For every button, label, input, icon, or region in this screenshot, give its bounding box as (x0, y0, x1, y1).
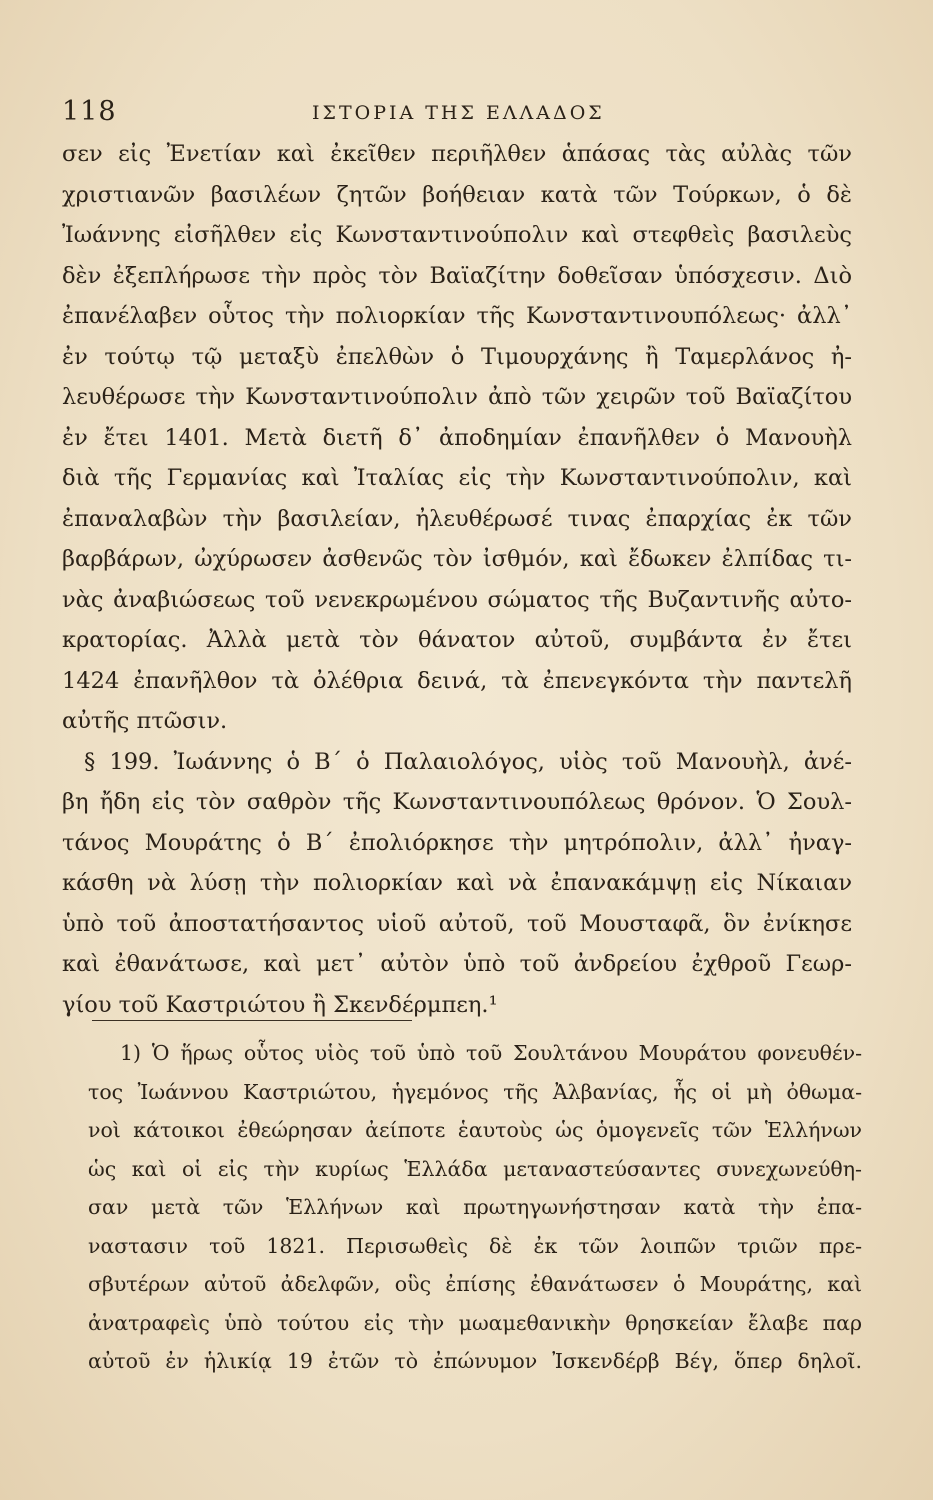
text-line: λευθέρωσε τὴν Κωνσταντινούπολιν ἀπὸ τῶν χειρῶν τοῦ Βαϊαζίτου (62, 384, 852, 410)
footnote-line: ἀνατραφεὶς ὑπὸ τούτου εἰς τὴν μωαμεθανικὴν θρησκείαν ἔλαβε παρ (88, 1310, 862, 1335)
text-line: βη ἤδη εἰς τὸν σαθρὸν τῆς Κωνσταντινουπόλεως θρόνον. Ὁ Σουλ- (62, 789, 852, 815)
text-line: ἐπανέλαβεν οὗτος τὴν πολιορκίαν τῆς Κωνσταντινουπόλεως· ἀλλ᾽ (62, 303, 852, 329)
text-line: βαρβάρων, ὠχύρωσεν ἀσθενῶς τὸν ἰσθμόν, καὶ ἔδωκεν ἐλπίδας τι- (62, 546, 852, 572)
page-header (62, 96, 852, 130)
main-text (62, 134, 852, 1025)
text-line: ἐν ἔτει 1401. Μετὰ διετῆ δ᾽ ἀποδημίαν ἐπανῆλθεν ὁ Μανουὴλ (62, 424, 852, 451)
text-line: ἐν τούτῳ τῷ μεταξὺ ἐπελθὼν ὁ Τιμουρχάνης ἢ Ταμερλάνος ἠ- (62, 343, 852, 370)
text-line: διὰ τῆς Γερμανίας καὶ Ἰταλίας εἰς τὴν Κωνσταντινούπολιν, καὶ (62, 465, 852, 491)
text-line: χριστιανῶν βασιλέων ζητῶν βοήθειαν κατὰ τῶν Τούρκων, ὁ δὲ (62, 181, 852, 208)
section-199-line: § 199. Ἰωάννης ὁ Β΄ ὁ Παλαιολόγος, υἱὸς τοῦ Μανουὴλ, ἀνέ- (84, 748, 852, 775)
text-line: τάνος Μουράτης ὁ Β΄ ἐπολιόρκησε τὴν μητρόπολιν, ἀλλ᾽ ἠναγ- (62, 829, 852, 856)
text-line: ἐπαναλαβὼν τὴν βασιλείαν, ἠλευθέρωσέ τινας ἐπαρχίας ἐκ τῶν (62, 505, 852, 532)
text-line: κρατορίας. Ἀλλὰ μετὰ τὸν θάνατον αὐτοῦ, συμβάντα ἐν ἔτει (62, 627, 852, 653)
footnote-line: 1) Ὁ ἥρως οὗτος υἱὸς τοῦ ὑπὸ τοῦ Σουλτάνου Μουράτου φονευθέν- (120, 1041, 862, 1065)
page-number: 118 (62, 96, 117, 127)
text-line: αὐτῆς πτῶσιν. (62, 708, 228, 734)
footnote-line: νοὶ κάτοικοι ἐθεώρησαν ἀείποτε ἑαυτοὺς ὡς ὁμογενεῖς τῶν Ἑλλήνων (88, 1118, 862, 1142)
text-line: δὲν ἐξεπλήρωσε τὴν πρὸς τὸν Βαϊαζίτην δοθεῖσαν ὑπόσχεσιν. Διὸ (62, 262, 852, 289)
footnote-line: τος Ἰωάννου Καστριώτου, ἡγεμόνος τῆς Ἀλβανίας, ἧς οἱ μὴ ὀθωμα- (88, 1079, 862, 1104)
running-title: ΙΣΤΟΡΙΑ ΤΗΣ ΕΛΛΑΔΟΣ (312, 102, 605, 124)
text-line: Ἰωάννης εἰσῆλθεν εἰς Κωνσταντινούπολιν καὶ στεφθεὶς βασιλεὺς (62, 222, 852, 248)
text-line: ὑπὸ τοῦ ἀποστατήσαντος υἱοῦ αὐτοῦ, τοῦ Μουσταφᾶ, ὃν ἐνίκησε (62, 910, 852, 937)
text-line: σεν εἰς Ἐνετίαν καὶ ἐκεῖθεν περιῆλθεν ἁπάσας τὰς αὐλὰς τῶν (62, 141, 852, 167)
text-line: νὰς ἀναβιώσεως τοῦ νενεκρωμένου σώματος τῆς Βυζαντινῆς αὐτο- (62, 586, 852, 613)
footnote-line: σβυτέρων αὐτοῦ ἀδελφῶν, οὓς ἐπίσης ἐθανάτωσεν ὁ Μουράτης, καὶ (88, 1272, 862, 1296)
text-line: καὶ ἐθανάτωσε, καὶ μετ᾽ αὐτὸν ὑπὸ τοῦ ἀνδρείου ἐχθροῦ Γεωρ- (62, 951, 852, 977)
footnote-line: ὡς καὶ οἱ εἰς τὴν κυρίως Ἑλλάδα μεταναστεύσαντες συνεχωνεύθη- (88, 1156, 862, 1181)
footnote-line: σαν μετὰ τῶν Ἑλλήνων καὶ πρωτηγωνήστησαν κατὰ τὴν ἐπα- (88, 1195, 862, 1219)
footnote (88, 1034, 862, 1381)
text-line: γίου τοῦ Καστριώτου ἢ Σκενδέρμπεη.¹ (62, 991, 498, 1018)
text-line: κάσθη νὰ λύσῃ τὴν πολιορκίαν καὶ νὰ ἐπανακάμψῃ εἰς Νίκαιαν (62, 870, 852, 896)
text-line: 1424 ἐπανῆλθον τὰ ὀλέθρια δεινά, τὰ ἐπενεγκόντα τὴν παντελῆ (62, 667, 852, 694)
footnote-divider (92, 1020, 412, 1021)
footnote-line: αὐτοῦ ἐν ἡλικίᾳ 19 ἐτῶν τὸ ἐπώνυμον Ἰσκενδέρβ Βέγ, ὅπερ δηλοῖ. (88, 1349, 862, 1373)
footnote-line: ναστασιν τοῦ 1821. Περισωθεὶς δὲ ἐκ τῶν λοιπῶν τριῶν πρε- (88, 1233, 862, 1258)
